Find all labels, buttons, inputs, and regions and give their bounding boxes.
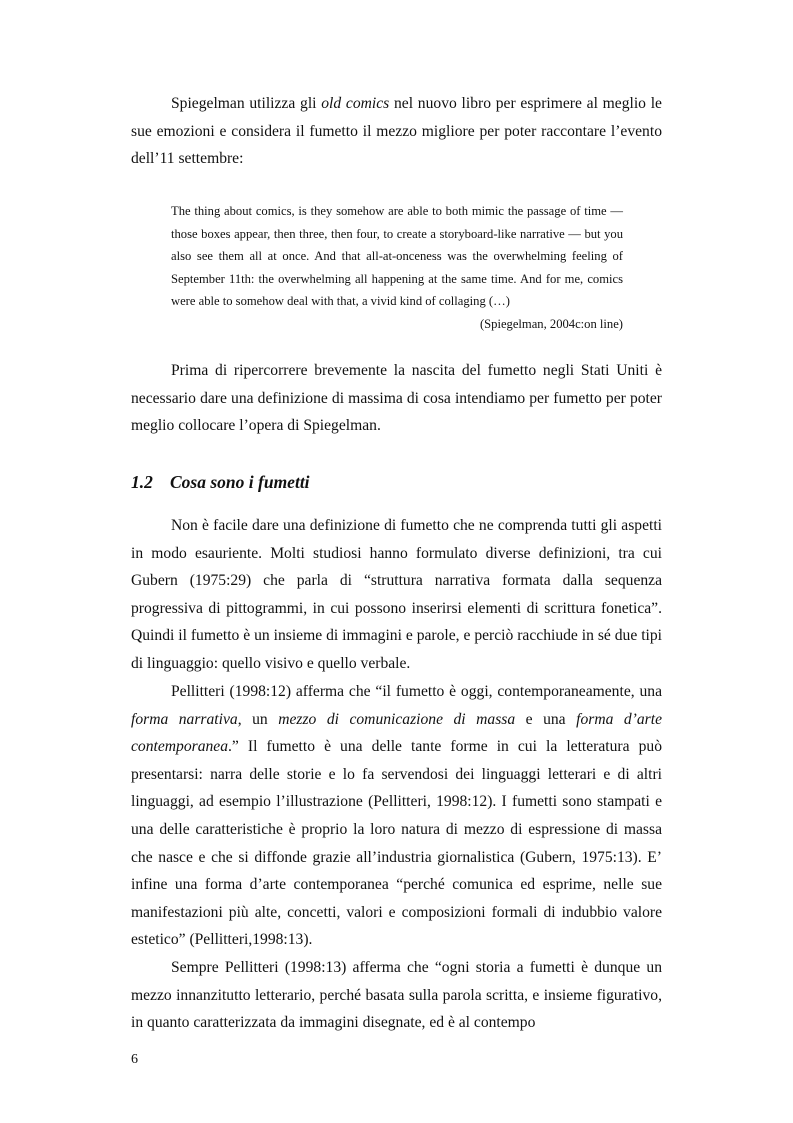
paragraph-gubern: Non è facile dare una definizione di fumetto che ne comprenda tutti gli aspetti in modo esauriente. Molti studiosi hanno formulato diverse definizioni, tra cui Gubern (1975:29) che parla di “struttura narrativa formata dalla sequenza progressiva di pittogrammi, in cui possono inserirsi elementi di scrittura fonetica”. Quindi il fumetto è un insieme di immagini e parole, e perciò racchiude in sé due tipi di linguaggio: quello visivo e quello verbale. [131,517,662,672]
emphasis: mezzo di comunicazione di massa [278,710,516,728]
section-number: 1.2 [131,472,153,492]
emphasis: forma d’arte contemporanea [131,710,662,756]
paragraph-intro [131,90,662,173]
text-span: Pellitteri (1998:12) afferma che “il fumetto è oggi, contemporaneamente, una [171,683,662,700]
page-number: 6 [131,1052,138,1067]
text-span: nel nuovo libro per esprimere al meglio le sue emozioni e considera il fumetto il mezzo migliore per poter raccontare l’evento dell’11 settembre: [131,95,662,168]
emphasis: forma narrativa [131,710,238,728]
section-title: Cosa sono i fumetti [170,472,310,492]
paragraph-sempre: Sempre Pellitteri (1998:13) afferma che “ogni storia a fumetti è dunque un mezzo innanzitutto letterario, perché basata sulla parola scritta, e insieme figurativo, in quanto caratterizzata da immagini disegnate, ed è al contempo [131,959,662,1032]
text-span: , un [237,710,279,728]
emphasis: old comics [321,95,390,112]
paragraph-definition-intro: Prima di ripercorrere brevemente la nascita del fumetto negli Stati Uniti è necessario dare una definizione di massima di cosa intendiamo per fumetto per poter meglio collocare l’opera di Spiegelman. [131,362,662,435]
block-quote: The thing about comics, is they somehow are able to both mimic the passage of time — those boxes appear, then three, then four, to create a storyboard-like narrative — but you also see them all at once. And that all-at-onceness was the overwhelming feeling of September 11th: the overwhelming all happening at the same time. And for me, comics were able to somehow deal with that, a vivid kind of collaging (…) [171,204,623,308]
text-span: .” Il fumetto è una delle tante forme in cui la letteratura può presentarsi: narra delle storie e lo fa servendosi dei linguaggi letterari e di altri linguaggi, ad esempio l’illustrazione (Pellitteri, 1998:12). I fumetti sono stampati e una delle caratteristiche è proprio la loro natura di mezzo di espressione di massa che nasce e che si diffonde grazie all’industria giornalistica (Gubern, 1975:13). E’ infine una forma d’arte contemporanea “perché comunica ed esprime, nelle sue manifestazioni più alte, concetti, valori e composizioni formali di indubbio valore estetico” (Pellitteri,1998:13). [131,738,662,949]
text-span: e una [515,710,577,728]
text-span: Spiegelman utilizza gli [171,95,322,112]
quote-source: (Spiegelman, 2004c:on line) [479,317,623,331]
paragraph-pellitteri [131,678,662,954]
section-heading [131,470,310,494]
